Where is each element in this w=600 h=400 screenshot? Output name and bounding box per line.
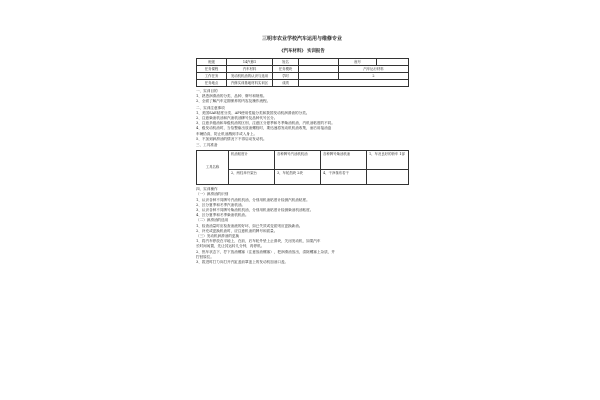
tool-cell: 机油粘度计 bbox=[229, 151, 275, 170]
tools-label: 工具名称 bbox=[197, 151, 229, 185]
tools-row bbox=[197, 151, 409, 170]
info-cell bbox=[377, 59, 409, 66]
step-subtitle: （三）发动机润滑油的更换 bbox=[196, 234, 240, 239]
info-cell: 任务模块 bbox=[273, 66, 299, 73]
info-cell: 姓名 bbox=[273, 59, 299, 66]
tool-cell: 各种牌号汽油机机油 bbox=[275, 151, 321, 170]
info-cell: 汽修实训基地材料实训区 bbox=[227, 80, 273, 87]
report-title: 《汽车材料》 实训报告 bbox=[279, 49, 325, 54]
steps-title: 四、实训操作 bbox=[196, 187, 218, 192]
tool-cell: 1、车况良好的轿车 1部 bbox=[367, 151, 409, 170]
info-cell: 发动机机油的认识与选用 bbox=[227, 73, 273, 80]
step-line: 2、热车状态下，拧下放油螺塞（注意放油螺塞），把润滑油放出，清除螺塞上杂质，并 bbox=[196, 249, 335, 254]
step-line: 3、认识各种不同牌号柴油机机油，分别用机油粘度计检测柴油机油粘度。 bbox=[196, 208, 314, 213]
info-cell: 座号 bbox=[339, 59, 377, 66]
info-cell: 任务课程 bbox=[197, 66, 227, 73]
note-line: 3、注意多级油和单级机油的区别，注意区分夏季和冬季柴油机油，汽机油粘度的不同。 bbox=[196, 121, 335, 126]
tools-title: 三、工具准备 bbox=[196, 143, 218, 148]
info-table bbox=[196, 58, 409, 87]
info-row-class bbox=[197, 59, 409, 66]
objective-line: 2、全面了解汽车定期保养的内容及操作流程。 bbox=[196, 99, 271, 104]
step-line: 3、拔进时打力向打开汽缸盖前罩盖上的发动机加油口盖。 bbox=[196, 260, 289, 265]
tool-cell: 4、干净抹布若干 bbox=[321, 170, 367, 185]
tools-table bbox=[196, 150, 409, 185]
step-line: 1、检查油量时应检查油液的好坏，如已失效或变质则应更换新油。 bbox=[196, 223, 303, 228]
note-line: 1、美国SAE粘度分类、API使用性能分类和我国发动机润滑油的分类。 bbox=[196, 110, 310, 115]
step-line: 长时间闲置，先让其运转几分钟，再停机。 bbox=[196, 244, 265, 249]
tool-cell bbox=[367, 170, 409, 185]
step-line: 4、区分夏季和冬季柴油机机油。 bbox=[196, 213, 249, 218]
note-line: 2、注意柴油机油和汽油机油牌号及品种代号区分。 bbox=[196, 116, 278, 121]
tool-cell: 3、车轮挡块 2块 bbox=[275, 170, 321, 185]
tool-cell: 2、两柱举升架台 bbox=[229, 170, 275, 185]
tools-row bbox=[197, 170, 409, 185]
info-cell: 工作任务 bbox=[197, 73, 227, 80]
info-cell bbox=[299, 66, 339, 73]
school-title: 三明市农业学校汽车运用与维修专业 bbox=[261, 36, 342, 42]
step-line: 1、将汽车停放在平地上，在前，后车轮外垫上止滑块，关闭发动机，如果汽车 bbox=[196, 239, 321, 244]
info-cell: 14汽修1 bbox=[227, 59, 273, 66]
info-cell: 学时 bbox=[273, 73, 299, 80]
info-cell bbox=[299, 80, 409, 87]
step-line: 拧回原位。 bbox=[196, 254, 214, 259]
info-cell: 班级 bbox=[197, 59, 227, 66]
info-cell: 成绩 bbox=[273, 80, 299, 87]
step-subtitle: （二）润滑油的选用 bbox=[196, 218, 229, 223]
info-row-course bbox=[197, 66, 409, 73]
objectives-title: 一、实训目的 bbox=[196, 89, 218, 93]
info-cell bbox=[299, 59, 339, 66]
info-cell bbox=[299, 73, 339, 80]
step-line: 2、区分夏季和冬季汽油机油。 bbox=[196, 202, 246, 207]
step-line: 2、补充或更换机油时，应注意机油的牌号和质量。 bbox=[196, 228, 278, 233]
step-line: 1、认识各种不同牌号汽油机机油，分别用机油粘度计检测汽机油粘度。 bbox=[196, 197, 310, 202]
note-line: 车辆拾高，防止机油溅到手或入身上。 bbox=[196, 131, 258, 136]
info-row-location bbox=[197, 80, 409, 87]
report-document bbox=[196, 36, 408, 265]
tool-cell: 各种牌号柴油机油 bbox=[321, 151, 367, 170]
info-row-task bbox=[197, 73, 409, 80]
info-cell: 2 bbox=[339, 73, 409, 80]
note-line: 5、不加到润滑油的情况下不得启动发动机。 bbox=[196, 136, 267, 141]
info-cell: 汽车运行材料 bbox=[339, 66, 409, 73]
info-cell: 任务地点 bbox=[197, 80, 227, 87]
note-line: 4、级发动机油时，当恰整驱出放油螺栓时，要迅速将发动机机油收集，而后用接油盘 bbox=[196, 126, 332, 131]
step-subtitle: （一）润滑油的识别 bbox=[196, 192, 229, 197]
notes-title: 二、实训注意事项 bbox=[196, 105, 225, 110]
objective-line: 1、熟悉润滑油的分类、品种、牌号和规格。 bbox=[196, 94, 267, 99]
info-cell: 汽车材料 bbox=[227, 66, 273, 73]
